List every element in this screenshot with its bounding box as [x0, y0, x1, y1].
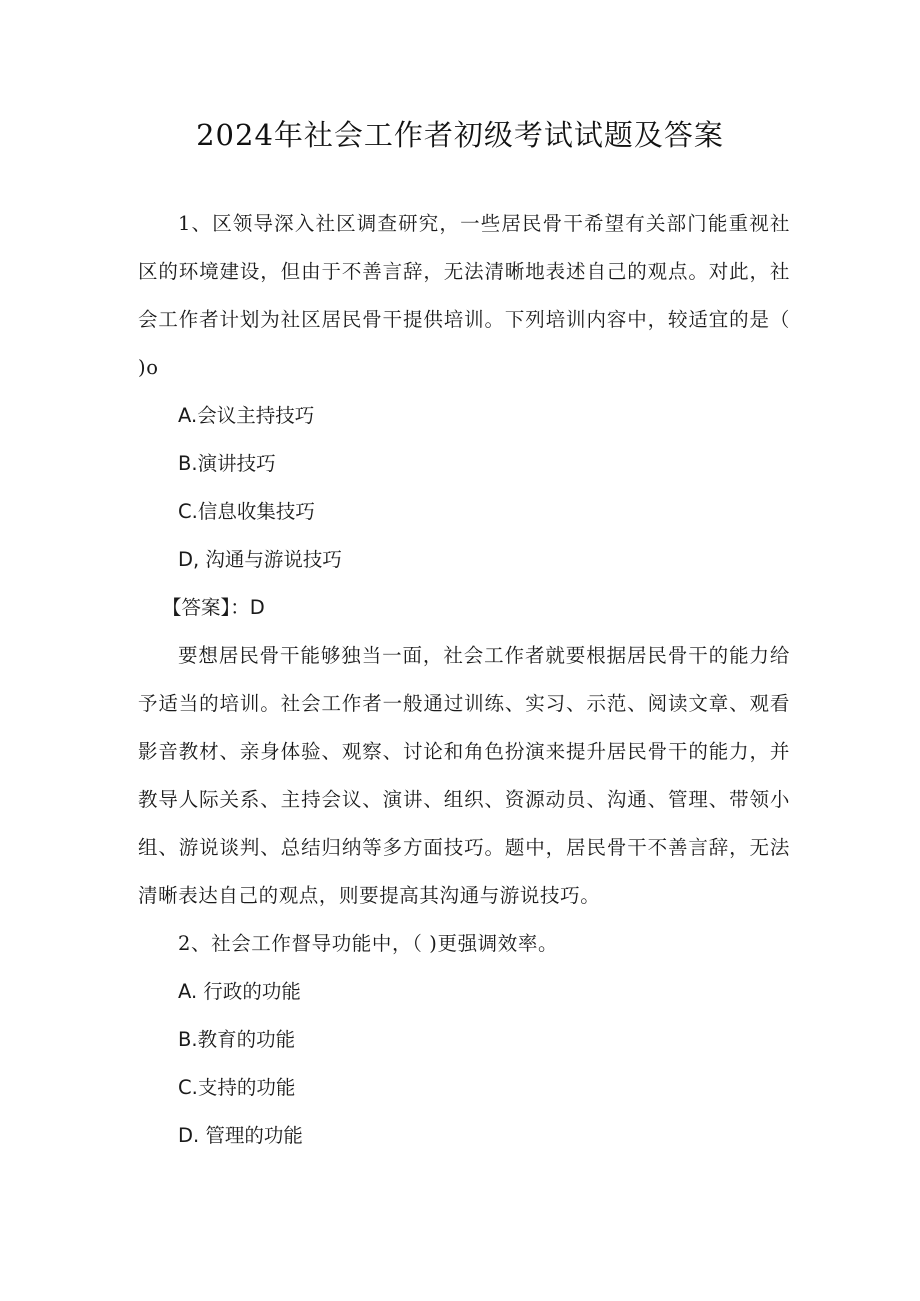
question-1-option-c: C.信息收集技巧 [178, 500, 315, 523]
question-2-option-b: B.教育的功能 [178, 1028, 296, 1051]
question-2-option-d: D. 管理的功能 [178, 1124, 303, 1147]
document-body [138, 200, 790, 1160]
question-1-option-d: D, 沟通与游说技巧 [178, 548, 342, 571]
question-1-answer: 【答案】：D [162, 596, 265, 619]
question-1-option-b: B.演讲技巧 [178, 452, 276, 475]
question-1-stem: 1、区领导深入社区调查研究，一些居民骨干希望有关部门能重视社区的环境建设，但由于不善言辞，无法清晰地表述自己的观点。对此，社会工作者计划为社区居民骨干提供培训。下列培训内容中，较适宜的是（ )o [138, 212, 790, 379]
question-2-option-c: C.支持的功能 [178, 1076, 296, 1099]
page-title: 2024年社会工作者初级考试试题及答案 [196, 118, 724, 152]
question-1-option-a: A.会议主持技巧 [178, 404, 315, 427]
question-1-explanation: 要想居民骨干能够独当一面，社会工作者就要根据居民骨干的能力给予适当的培训。社会工作者一般通过训练、实习、示范、阅读文章、观看影音教材、亲身体验、观察、讨论和角色扮演来提升居民骨干的能力，并教导人际关系、主持会议、演讲、组织、资源动员、沟通、管理、带领小组、游说谈判、总结归纳等多方面技巧。题中，居民骨干不善言辞，无法清晰表达自己的观点，则要提高其沟通与游说技巧。 [138, 644, 790, 907]
question-2-stem: 2、社会工作督导功能中，（ )更强调效率。 [178, 932, 559, 955]
question-2-option-a: A. 行政的功能 [178, 980, 301, 1003]
